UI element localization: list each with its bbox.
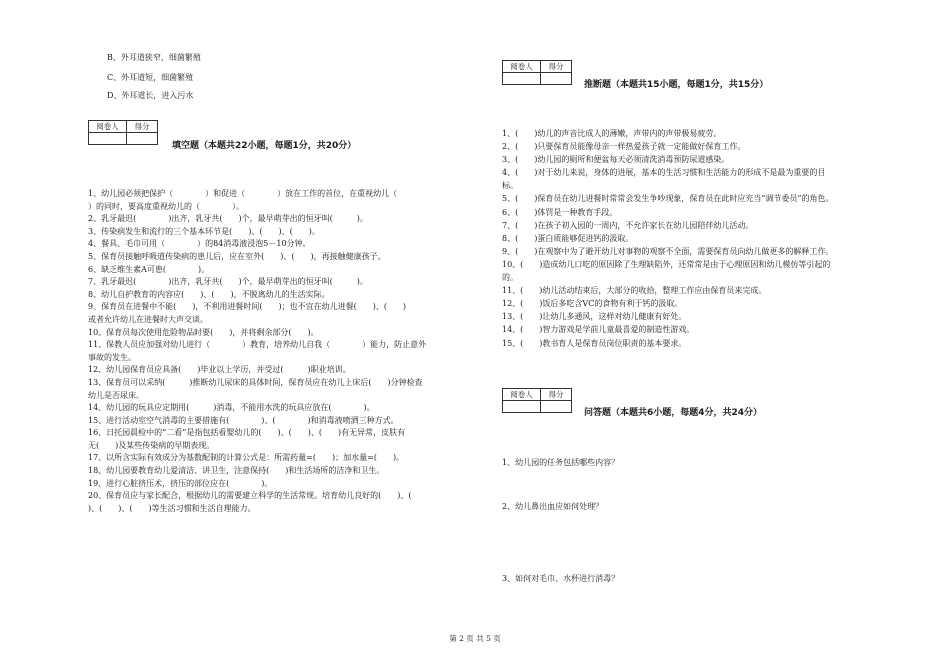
judge-line: 12、( )饭后多吃含VC的食物有利于钙的汲取。 [502,299,683,309]
grader-label: 阅卷人 [503,389,541,401]
fill-line: 2、乳牙最迟( )出齐，乳牙共( )个，最早萌芽出的恒牙叫( )。 [88,214,368,224]
judge-line: 6、( )体罚是一种教育手段。 [502,207,618,217]
fill-line: 9、保育员在进餐中不能( )，不利用进餐时间( )；也不宜在幼儿进餐( )、( ) [88,302,407,312]
fill-section-title: 填空题（本题共22小题，每题1分，共20分） [172,141,357,151]
judge-line: 7、( )在孩子初入园的一周内，不允许家长在幼儿园陪伴幼儿活动。 [502,220,754,230]
judge-question-list [502,127,868,350]
fill-line: 事故的发生。 [88,352,136,362]
fill-line: 无( )及某些传染病的早期表现。 [88,440,215,450]
fill-line: 或者允许幼儿在进餐时大声交谈。 [88,314,208,324]
fill-line: 13、保育员可以采纳( )推断幼儿尿床的具体时间，保育员应在幼儿上床后( )分钟检查 [88,377,423,387]
fill-line: 3、传染病发生和流行的三个基本环节是( )、( )、( )。 [88,226,320,236]
grader-label: 阅卷人 [89,121,127,133]
judge-line: 9、( )在观察中为了避开幼儿对事物的观察不全面，需要保育员向幼儿做更多的解释工作。 [502,246,834,256]
judge-line: 3、( )幼儿园的厕所和便盆每天必须清洗消毒预防尿道感染。 [502,155,730,165]
essay-score-box [502,388,572,413]
score-label: 得分 [541,389,572,401]
fill-line: 16、日托园晨检中的“二看”是指包括看婴幼儿的( )、( )、( )有无异常，皮肤有 [88,428,406,438]
grader-cell [89,133,127,145]
fill-line: 10、保育员每次使用危险物品时要( )，并将剩余部分( )。 [88,327,319,337]
judge-line: 8、( )蛋白质能够促进钙的汲取。 [502,233,634,243]
option-c: C、外耳道短，细菌繁殖 [107,73,194,82]
judge-line: 14、( )智力游戏是学前儿童最喜爱的制造性游戏。 [502,325,695,335]
fill-line: 15、进行活动室空气消毒的主要措施有( )、( )和消毒液喷洒三种方式。 [88,415,399,425]
page-footer: 第 2 页 共 5 页 [449,634,501,643]
judge-line: 的。 [502,273,518,283]
judge-section-title: 推断题（本题共15小题，每题1分，共15分） [584,80,769,90]
score-label: 得分 [541,61,572,73]
fill-question-list [88,188,476,515]
essay-question-1: 1、幼儿园的任务包括哪些内容？ [502,458,620,467]
fill-score-box [88,120,158,145]
fill-line: 14、幼儿园的玩具应定期用( )消毒，不能用水洗的玩具应放在( )。 [88,403,375,413]
fill-line: 幼儿是否尿床。 [88,390,144,400]
judge-line: 1、( )幼儿的声音比成人的薄嫩，声带内的声带极易疲劳。 [502,129,722,138]
fill-line: 11、保教人员应加强对幼儿进行（ ）教育，培养幼儿自我（ ）能力，防止意外 [88,340,427,350]
fill-line: )、( )、( )等生活习惯和生活自理能力。 [88,503,256,513]
judge-line: 10、( )造成幼儿口吃的原因除了生理缺陷外，还常常是由于心理原因和幼儿模仿等引起的 [502,259,831,269]
fill-line: 12、幼儿园保育员应具备( )毕业以上学历，并受过( )职业培训。 [88,365,351,375]
fill-line: 7、乳牙最迟( )出齐，乳牙共( )个，最早萌芽出的恒牙叫( )。 [88,277,368,287]
judge-line: 2、( )只要保育员能像母亲一样热爱孩子就一定能做好保育工作。 [502,142,746,152]
judge-line: 13、( )让幼儿多通风，这样对幼儿健康有好处。 [502,312,687,322]
fill-line: 4、餐具、毛巾可用（ ）的84消毒液浸泡5－10分钟。 [88,239,311,249]
judge-line: 标。 [502,181,518,191]
grader-cell [503,401,541,413]
score-cell [541,73,572,85]
essay-question-3: 3、如何对毛巾、水杯进行消毒？ [502,574,620,583]
grader-label: 阅卷人 [503,61,541,73]
essay-question-2: 2、幼儿鼻出血应如何处理？ [502,502,604,511]
fill-line: 8、幼儿自护教育的内容应( )、( )，不脱离幼儿的生活实际。 [88,289,330,299]
score-cell [541,401,572,413]
score-label: 得分 [127,121,158,133]
fill-line: 1、幼儿园必须把保护（ ）和促进（ ）放在工作的首位，在重视幼儿（ [88,189,398,198]
judge-line: 4、( )对于幼儿来说，身体的进展，基本的生活习惯和生活能力的形成不是最为重要的目 [502,168,826,178]
option-b: B、外耳道狭窄，细菌繁殖 [107,53,201,62]
fill-line: 6、缺乏维生素A可患( )。 [88,264,210,274]
fill-line: ）的同时，要高度重视幼儿的（ ）。 [88,201,244,211]
score-cell [127,133,158,145]
judge-line: 5、( )保育员在幼儿进餐时常常会发生争吵现象，保育员在此时应充当“调节委员”的角色。 [502,194,834,204]
fill-line: 18、幼儿园要教育幼儿爱清洁、讲卫生，注意保持( )和生活场所的洁净和卫生。 [88,466,385,476]
fill-line: 5、保育员接触呼吸道传染病的患儿后，应在室外( )、( )，再接触健康孩子。 [88,251,386,261]
fill-line: 17、以所含实际有效成分为基数配制的计算公式是：所需药量=( )；加水量=( )。 [88,453,405,463]
judge-score-box [502,60,572,85]
grader-cell [503,73,541,85]
essay-section-title: 问答题（本题共6小题，每题4分，共24分） [584,408,763,418]
fill-line: 20、保育员应与家长配合，根据幼儿的需要建立科学的生活常规。培育幼儿良好的( )、( [88,491,428,501]
judge-line: 15、( )教书育人是保育员岗位职责的基本要求。 [502,338,687,348]
option-d: D、外耳道长，进入污水 [107,91,194,100]
judge-line: 11、( )幼儿活动结束后，大部分的收拾，整理工作应由保育员来完成。 [502,286,767,296]
fill-line: 19、进行心脏挤压术，挤压的部位应在( )。 [88,478,273,488]
